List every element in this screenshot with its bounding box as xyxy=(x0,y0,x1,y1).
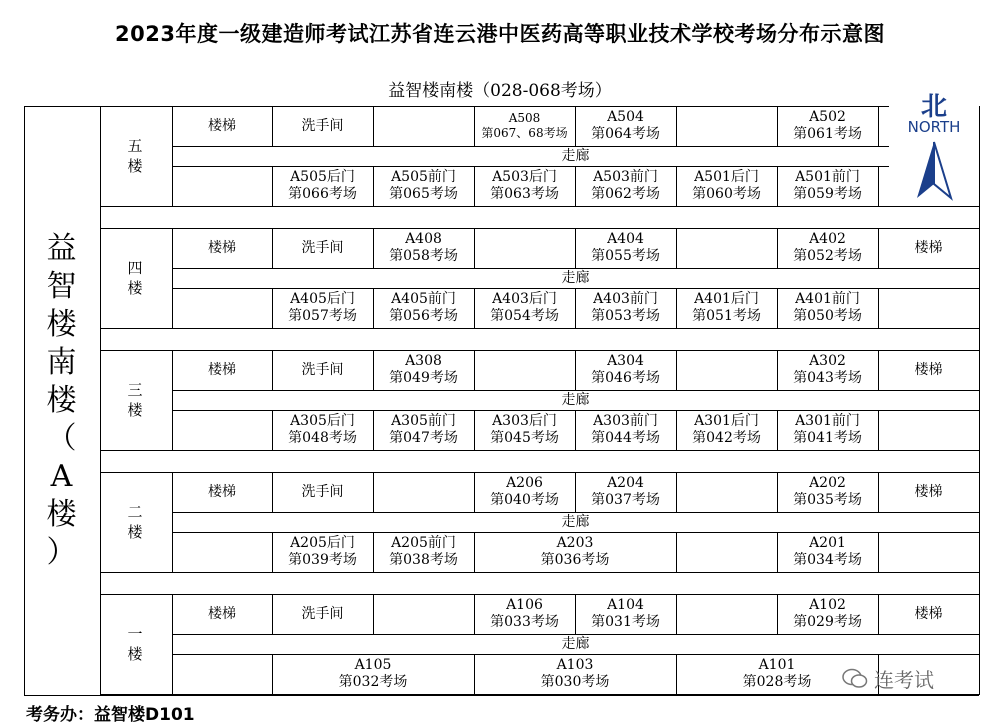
outer-border xyxy=(24,695,979,696)
room-cell xyxy=(676,106,777,146)
room-name: 楼梯 xyxy=(208,239,236,256)
room-cell xyxy=(676,410,777,450)
exam-room-number: 第029考场 xyxy=(793,614,862,630)
exam-room-number: 第042考场 xyxy=(692,430,761,446)
floor-label-char: 楼 xyxy=(127,523,143,541)
floor-label-char: 楼 xyxy=(127,401,143,419)
room-text xyxy=(288,535,357,569)
exam-room-number: 第058考场 xyxy=(389,248,458,264)
corridor-label: 走廊 xyxy=(561,635,590,652)
exam-room-number: 第045考场 xyxy=(490,430,559,446)
room-text xyxy=(692,169,761,203)
room-name: A504 xyxy=(607,109,644,125)
exam-room-number: 第033考场 xyxy=(490,614,559,630)
room-name: 楼梯 xyxy=(208,483,236,500)
corridor-label: 走廊 xyxy=(561,513,590,530)
room-cell xyxy=(272,106,373,146)
room-name: A308 xyxy=(405,353,442,369)
room-name: A201 xyxy=(809,535,846,551)
room-cell xyxy=(373,532,474,572)
grid-line xyxy=(100,328,979,329)
page-title: 2023年度一级建造师考试江苏省连云港中医药高等职业技术学校考场分布示意图 xyxy=(115,22,885,46)
watermark-text: 连考试 xyxy=(874,668,934,692)
room-cell xyxy=(575,472,676,512)
building-subtitle: 益智楼南楼（028-068考场） xyxy=(388,81,612,101)
room-name: A505后门 xyxy=(290,169,355,185)
room-name: A303后门 xyxy=(492,413,557,429)
room-cell xyxy=(575,106,676,146)
room-text xyxy=(490,475,559,509)
room-name: A103 xyxy=(556,657,594,673)
room-cell xyxy=(373,594,474,634)
room-name: 洗手间 xyxy=(301,239,344,256)
room-text xyxy=(389,353,458,387)
room-name: 洗手间 xyxy=(301,117,344,134)
room-text xyxy=(208,118,236,135)
room-text xyxy=(208,484,236,501)
room-name: 洗手间 xyxy=(301,483,344,500)
room-cell xyxy=(777,594,878,634)
exam-office-note: 考务办：益智楼D101 xyxy=(26,705,195,725)
room-name: 楼梯 xyxy=(914,483,943,500)
room-name: A203 xyxy=(556,535,594,551)
building-label-char: 楼 xyxy=(46,496,77,532)
room-name: A105 xyxy=(354,657,392,673)
room-text xyxy=(302,484,344,501)
exam-room-number: 第028考场 xyxy=(742,674,812,690)
exam-room-number: 第032考场 xyxy=(338,674,408,690)
north-char: 北 xyxy=(920,92,947,122)
room-cell xyxy=(474,106,575,146)
floor-label-char: 四 xyxy=(127,259,143,277)
room-text xyxy=(302,362,344,379)
room-text xyxy=(302,606,344,623)
room-text xyxy=(481,111,567,141)
exam-room-number: 第051考场 xyxy=(692,308,761,324)
exam-room-number: 第046考场 xyxy=(591,370,660,386)
room-cell xyxy=(172,228,272,268)
room-cell xyxy=(474,228,575,268)
room-name: A502 xyxy=(809,109,846,125)
building-label-char: 益 xyxy=(46,230,77,266)
exam-room-number: 第054考场 xyxy=(490,308,559,324)
room-cell xyxy=(373,410,474,450)
room-cell xyxy=(474,350,575,390)
room-text xyxy=(288,291,357,325)
room-name: A101 xyxy=(758,657,796,673)
room-text xyxy=(591,169,660,203)
room-name: A403前门 xyxy=(593,291,658,307)
room-text xyxy=(490,169,559,203)
room-cell xyxy=(575,288,676,328)
corridor-label: 走廊 xyxy=(561,391,590,408)
watermark xyxy=(842,664,934,693)
room-cell xyxy=(272,532,373,572)
room-cell xyxy=(777,350,878,390)
room-text xyxy=(591,231,660,265)
exam-room-number: 第065考场 xyxy=(389,186,458,202)
room-text xyxy=(389,535,458,569)
room-text xyxy=(793,291,862,325)
room-text xyxy=(591,109,660,143)
building-label-char: A xyxy=(50,458,73,494)
room-cell xyxy=(272,166,373,206)
room-name: 楼梯 xyxy=(208,605,236,622)
floor-label xyxy=(100,594,170,694)
floor-label xyxy=(100,106,170,206)
room-cell xyxy=(676,472,777,512)
room-name: A501前门 xyxy=(795,169,860,185)
exam-room-number: 第038考场 xyxy=(389,552,458,568)
room-text xyxy=(288,169,357,203)
room-name: A405后门 xyxy=(290,291,355,307)
room-text xyxy=(793,597,862,631)
room-text xyxy=(915,484,943,501)
room-name: A301前门 xyxy=(795,413,860,429)
room-name: A503前门 xyxy=(593,169,658,185)
room-text xyxy=(915,362,943,379)
room-cell xyxy=(878,228,979,268)
room-name: A302 xyxy=(809,353,846,369)
room-cell xyxy=(777,532,878,572)
corridor xyxy=(172,268,979,288)
room-cell xyxy=(373,228,474,268)
room-text xyxy=(915,240,943,257)
room-cell xyxy=(474,288,575,328)
room-text xyxy=(793,231,862,265)
room-cell xyxy=(878,594,979,634)
room-cell xyxy=(172,654,272,694)
room-text xyxy=(208,606,236,623)
corridor xyxy=(172,390,979,410)
room-cell xyxy=(676,228,777,268)
room-name: A408 xyxy=(405,231,442,247)
floor-label-char: 五 xyxy=(127,137,143,155)
exam-room-number: 第041考场 xyxy=(793,430,862,446)
room-cell xyxy=(474,594,575,634)
room-text xyxy=(793,353,862,387)
grid-line xyxy=(100,206,979,207)
corridor xyxy=(172,512,979,532)
room-cell xyxy=(272,594,373,634)
room-text xyxy=(793,535,862,569)
room-text xyxy=(591,353,660,387)
room-name: A305后门 xyxy=(290,413,355,429)
exam-room-number: 第061考场 xyxy=(793,126,862,142)
north-word: NORTH xyxy=(907,118,961,136)
room-text xyxy=(302,118,344,135)
room-name: A403后门 xyxy=(492,291,557,307)
exam-room-number: 第035考场 xyxy=(793,492,862,508)
room-name: A205后门 xyxy=(290,535,355,551)
exam-room-number: 第057考场 xyxy=(288,308,357,324)
room-cell xyxy=(172,594,272,634)
room-cell xyxy=(676,594,777,634)
room-cell xyxy=(272,350,373,390)
room-name: A204 xyxy=(607,475,644,491)
exam-room-number: 第043考场 xyxy=(793,370,862,386)
exam-room-number: 第056考场 xyxy=(389,308,458,324)
room-name: 楼梯 xyxy=(914,239,943,256)
room-text xyxy=(743,657,812,691)
room-text xyxy=(591,475,660,509)
room-name: A501后门 xyxy=(694,169,759,185)
floor-label-char: 楼 xyxy=(127,157,143,175)
room-name: A304 xyxy=(607,353,644,369)
room-name: A401前门 xyxy=(795,291,860,307)
room-cell xyxy=(373,106,474,146)
room-text xyxy=(915,606,943,623)
building-label xyxy=(24,106,99,695)
room-text xyxy=(208,362,236,379)
exam-room-number: 第049考场 xyxy=(389,370,458,386)
room-cell xyxy=(878,410,979,450)
room-cell xyxy=(172,532,272,572)
room-cell xyxy=(272,288,373,328)
room-text xyxy=(389,231,458,265)
floor-label-char: 楼 xyxy=(127,279,143,297)
room-cell xyxy=(373,288,474,328)
exam-room-number: 第039考场 xyxy=(288,552,357,568)
room-cell xyxy=(172,472,272,512)
room-cell xyxy=(575,410,676,450)
room-text xyxy=(591,597,660,631)
room-cell xyxy=(474,654,676,694)
room-text xyxy=(389,413,458,447)
room-cell xyxy=(172,106,272,146)
exam-room-number: 第062考场 xyxy=(591,186,660,202)
building-label-char: ） xyxy=(46,534,77,570)
room-cell xyxy=(373,166,474,206)
room-cell xyxy=(575,594,676,634)
room-text xyxy=(591,291,660,325)
room-cell xyxy=(373,350,474,390)
exam-room-number: 第047考场 xyxy=(389,430,458,446)
exam-room-number: 第067、68考场 xyxy=(481,126,568,140)
room-text xyxy=(692,413,761,447)
room-name: A503后门 xyxy=(492,169,557,185)
building-label-char: 智 xyxy=(46,268,77,304)
floor-label-char: 楼 xyxy=(127,645,143,663)
room-name: 楼梯 xyxy=(914,605,943,622)
room-name: A508 xyxy=(508,111,541,125)
room-name: A205前门 xyxy=(391,535,456,551)
exam-room-number: 第040考场 xyxy=(490,492,559,508)
floor-label xyxy=(100,228,170,328)
room-name: A104 xyxy=(607,597,644,613)
exam-room-number: 第053考场 xyxy=(591,308,660,324)
room-name: A401后门 xyxy=(694,291,759,307)
compass-arrow-icon xyxy=(889,136,979,206)
building-label-char: 南 xyxy=(46,344,77,380)
room-cell xyxy=(373,472,474,512)
room-name: A301后门 xyxy=(694,413,759,429)
room-cell xyxy=(777,166,878,206)
exam-room-number: 第037考场 xyxy=(591,492,660,508)
room-cell xyxy=(272,228,373,268)
room-name: A405前门 xyxy=(391,291,456,307)
room-cell xyxy=(777,228,878,268)
room-name: A303前门 xyxy=(593,413,658,429)
exam-room-number: 第064考场 xyxy=(591,126,660,142)
room-name: 楼梯 xyxy=(208,117,236,134)
room-cell xyxy=(575,166,676,206)
room-text xyxy=(692,291,761,325)
room-name: 楼梯 xyxy=(914,361,943,378)
exam-room-number: 第050考场 xyxy=(793,308,862,324)
room-cell xyxy=(474,166,575,206)
room-text xyxy=(288,413,357,447)
room-cell xyxy=(474,472,575,512)
room-name: A102 xyxy=(809,597,846,613)
room-name: A206 xyxy=(506,475,543,491)
room-text xyxy=(339,657,408,691)
room-name: A305前门 xyxy=(391,413,456,429)
room-cell xyxy=(878,532,979,572)
room-name: A106 xyxy=(506,597,543,613)
room-cell xyxy=(676,166,777,206)
room-text xyxy=(793,475,862,509)
room-cell xyxy=(777,106,878,146)
room-cell xyxy=(172,410,272,450)
exam-room-number: 第063考场 xyxy=(490,186,559,202)
exam-room-number: 第060考场 xyxy=(692,186,761,202)
room-text xyxy=(389,291,458,325)
room-text xyxy=(541,657,610,691)
room-cell xyxy=(676,350,777,390)
room-text xyxy=(793,109,862,143)
north-indicator xyxy=(889,82,979,204)
grid-line xyxy=(100,572,979,573)
room-name: A505前门 xyxy=(391,169,456,185)
room-cell xyxy=(575,228,676,268)
room-cell xyxy=(474,410,575,450)
room-text xyxy=(389,169,458,203)
room-cell xyxy=(575,350,676,390)
room-name: A202 xyxy=(809,475,846,491)
grid-line xyxy=(100,694,979,695)
room-name: A404 xyxy=(607,231,644,247)
outer-border xyxy=(979,106,980,695)
room-cell xyxy=(777,288,878,328)
floor-label-char: 二 xyxy=(127,503,143,521)
corridor-label: 走廊 xyxy=(561,269,590,286)
grid-line xyxy=(100,450,979,451)
exam-room-number: 第052考场 xyxy=(793,248,862,264)
room-cell xyxy=(676,288,777,328)
room-cell xyxy=(272,472,373,512)
exam-room-number: 第059考场 xyxy=(793,186,862,202)
room-cell xyxy=(777,410,878,450)
exam-room-number: 第048考场 xyxy=(288,430,357,446)
exam-room-number: 第044考场 xyxy=(591,430,660,446)
room-text xyxy=(490,291,559,325)
exam-room-number: 第031考场 xyxy=(591,614,660,630)
room-text xyxy=(490,413,559,447)
room-cell xyxy=(272,654,474,694)
building-label-char: 楼 xyxy=(46,382,77,418)
room-cell xyxy=(878,350,979,390)
room-name: A402 xyxy=(809,231,846,247)
room-text xyxy=(541,535,610,569)
room-name: 楼梯 xyxy=(208,361,236,378)
room-cell xyxy=(272,410,373,450)
floor-label xyxy=(100,472,170,572)
room-cell xyxy=(172,166,272,206)
room-cell xyxy=(676,532,777,572)
floor-label xyxy=(100,350,170,450)
room-cell xyxy=(172,350,272,390)
room-cell xyxy=(777,472,878,512)
room-text xyxy=(793,169,862,203)
room-cell xyxy=(878,288,979,328)
room-text xyxy=(302,240,344,257)
exam-room-number: 第055考场 xyxy=(591,248,660,264)
exam-room-number: 第030考场 xyxy=(540,674,610,690)
room-name: 洗手间 xyxy=(301,361,344,378)
exam-room-number: 第034考场 xyxy=(793,552,862,568)
room-name: 洗手间 xyxy=(301,605,344,622)
floor-label-char: 一 xyxy=(127,625,143,643)
building-label-char: 楼 xyxy=(46,306,77,342)
floor-label-char: 三 xyxy=(127,381,143,399)
room-cell xyxy=(878,472,979,512)
exam-room-number: 第036考场 xyxy=(540,552,610,568)
room-text xyxy=(208,240,236,257)
corridor xyxy=(172,146,979,166)
room-text xyxy=(490,597,559,631)
corridor xyxy=(172,634,979,654)
wechat-icon xyxy=(842,668,868,690)
room-text xyxy=(793,413,862,447)
room-cell xyxy=(474,532,676,572)
room-cell xyxy=(172,288,272,328)
exam-room-number: 第066考场 xyxy=(288,186,357,202)
room-text xyxy=(591,413,660,447)
building-label-char: （ xyxy=(46,420,77,456)
corridor-label: 走廊 xyxy=(561,147,590,164)
